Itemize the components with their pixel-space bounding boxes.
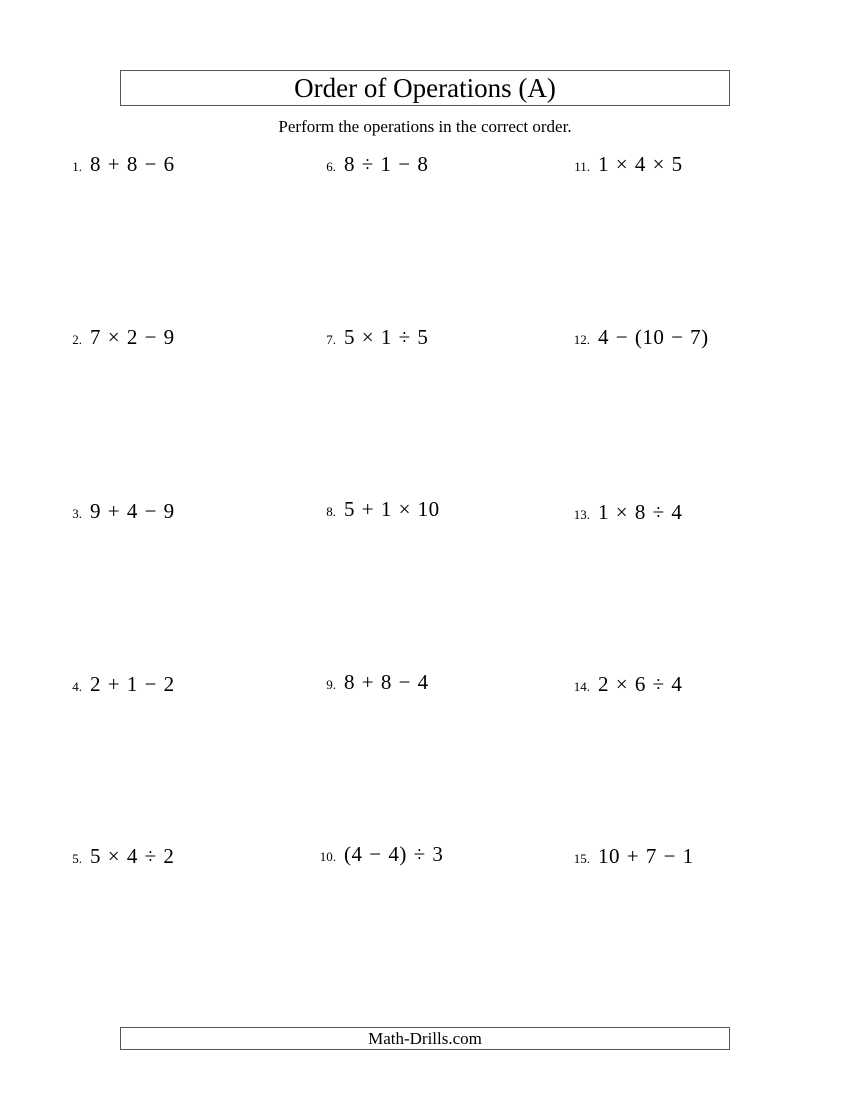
problem-expression: 9 + 4 − 9 xyxy=(90,499,175,523)
problem-4 xyxy=(60,672,175,697)
problem-14 xyxy=(566,672,682,697)
problem-5 xyxy=(60,844,174,869)
footer-site-name: Math-Drills.com xyxy=(120,1027,730,1050)
problem-expression: 2 + 1 − 2 xyxy=(90,672,175,696)
problem-3 xyxy=(60,499,175,524)
instructions: Perform the operations in the correct order. xyxy=(278,117,572,136)
problem-number: 4. xyxy=(72,679,82,694)
problem-11 xyxy=(566,152,683,177)
problem-number: 1. xyxy=(72,159,82,174)
problem-expression: 8 ÷ 1 − 8 xyxy=(344,152,429,176)
problem-12 xyxy=(566,325,709,350)
problem-number: 12. xyxy=(573,332,590,347)
problem-number: 3. xyxy=(72,506,82,521)
problem-10 xyxy=(312,842,443,867)
problem-expression: 5 + 1 × 10 xyxy=(344,497,440,521)
problem-expression: 1 × 4 × 5 xyxy=(598,152,683,176)
problem-expression: 8 + 8 − 4 xyxy=(344,670,429,694)
problem-13 xyxy=(566,500,682,525)
problem-expression: 7 × 2 − 9 xyxy=(90,325,175,349)
problem-number: 6. xyxy=(326,159,336,174)
problem-expression: 2 × 6 ÷ 4 xyxy=(598,672,683,696)
problem-expression: 8 + 8 − 6 xyxy=(90,152,175,176)
problem-9 xyxy=(312,670,429,695)
problem-expression: 1 × 8 ÷ 4 xyxy=(598,500,683,524)
problem-2 xyxy=(60,325,175,350)
problem-number: 10. xyxy=(319,849,336,864)
problem-expression: 5 × 4 ÷ 2 xyxy=(90,844,175,868)
problem-number: 8. xyxy=(326,504,336,519)
problem-expression: 5 × 1 ÷ 5 xyxy=(344,325,429,349)
worksheet-title: Order of Operations (A) xyxy=(120,70,730,106)
problem-15 xyxy=(566,844,694,869)
problem-number: 7. xyxy=(326,332,336,347)
problem-number: 9. xyxy=(326,677,336,692)
problem-number: 15. xyxy=(573,851,590,866)
problem-expression: 4 − (10 − 7) xyxy=(598,325,709,349)
problem-number: 13. xyxy=(573,507,590,522)
problem-7 xyxy=(312,325,428,350)
problem-number: 2. xyxy=(72,332,82,347)
problem-number: 5. xyxy=(72,851,82,866)
problem-number: 14. xyxy=(573,679,590,694)
problem-expression: (4 − 4) ÷ 3 xyxy=(344,842,444,866)
problem-1 xyxy=(60,152,175,177)
problem-expression: 10 + 7 − 1 xyxy=(598,844,694,868)
problem-8 xyxy=(312,497,440,522)
problem-number: 11. xyxy=(574,159,590,174)
problem-6 xyxy=(312,152,428,177)
